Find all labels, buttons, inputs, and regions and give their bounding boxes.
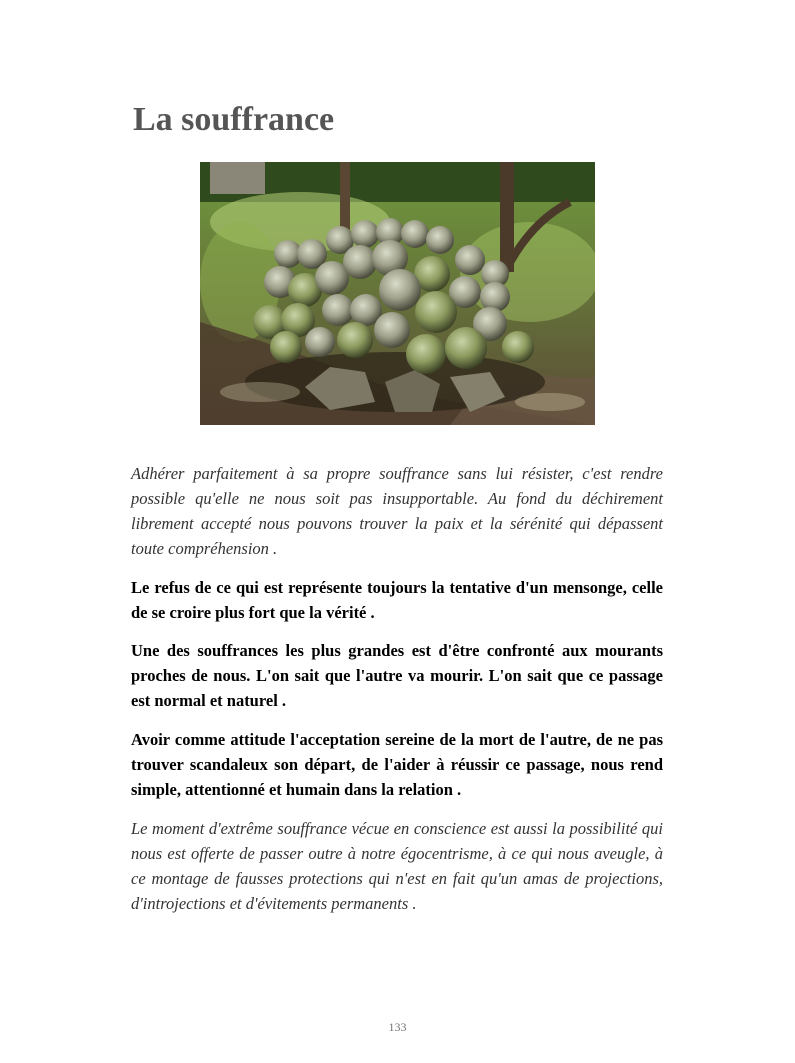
cairn-of-stone-spheres-photo-icon	[200, 162, 595, 425]
cairn-photo	[200, 162, 595, 425]
page-title: La souffrance	[133, 101, 335, 138]
paragraph-5: Le moment d'extrême souffrance vécue en conscience est aussi la possibilité qui nous est offerte de passer outre à notre égocentrisme, à ce qui nous aveugle, à ce montage de fausses protections qui n'est en fait qu'un amas de projections, d'introjections et d'évitements permanents .	[131, 819, 663, 913]
page-number: 133	[388, 1020, 407, 1034]
paragraph-2: Le refus de ce qui est représente toujours la tentative d'un mensonge, celle de se croire plus fort que la vérité .	[131, 578, 663, 622]
paragraph-4: Avoir comme attitude l'acceptation sereine de la mort de l'autre, de ne pas trouver scandaleux son départ, de l'aider à réussir ce passage, nous rend simple, attentionné et humain dans la relation .	[131, 730, 663, 799]
paragraph-3: Une des souffrances les plus grandes est d'être confronté aux mourants proches de nous. L'on sait que l'autre va mourir. L'on sait que ce passage est normal et naturel .	[131, 641, 663, 710]
paragraph-1: Adhérer parfaitement à sa propre souffrance sans lui résister, c'est rendre possible qu'elle ne nous soit pas insupportable. Au fond du déchirement librement accepté nous pouvons trouver la paix et la sérénité qui dépassent toute compréhension .	[131, 464, 663, 558]
